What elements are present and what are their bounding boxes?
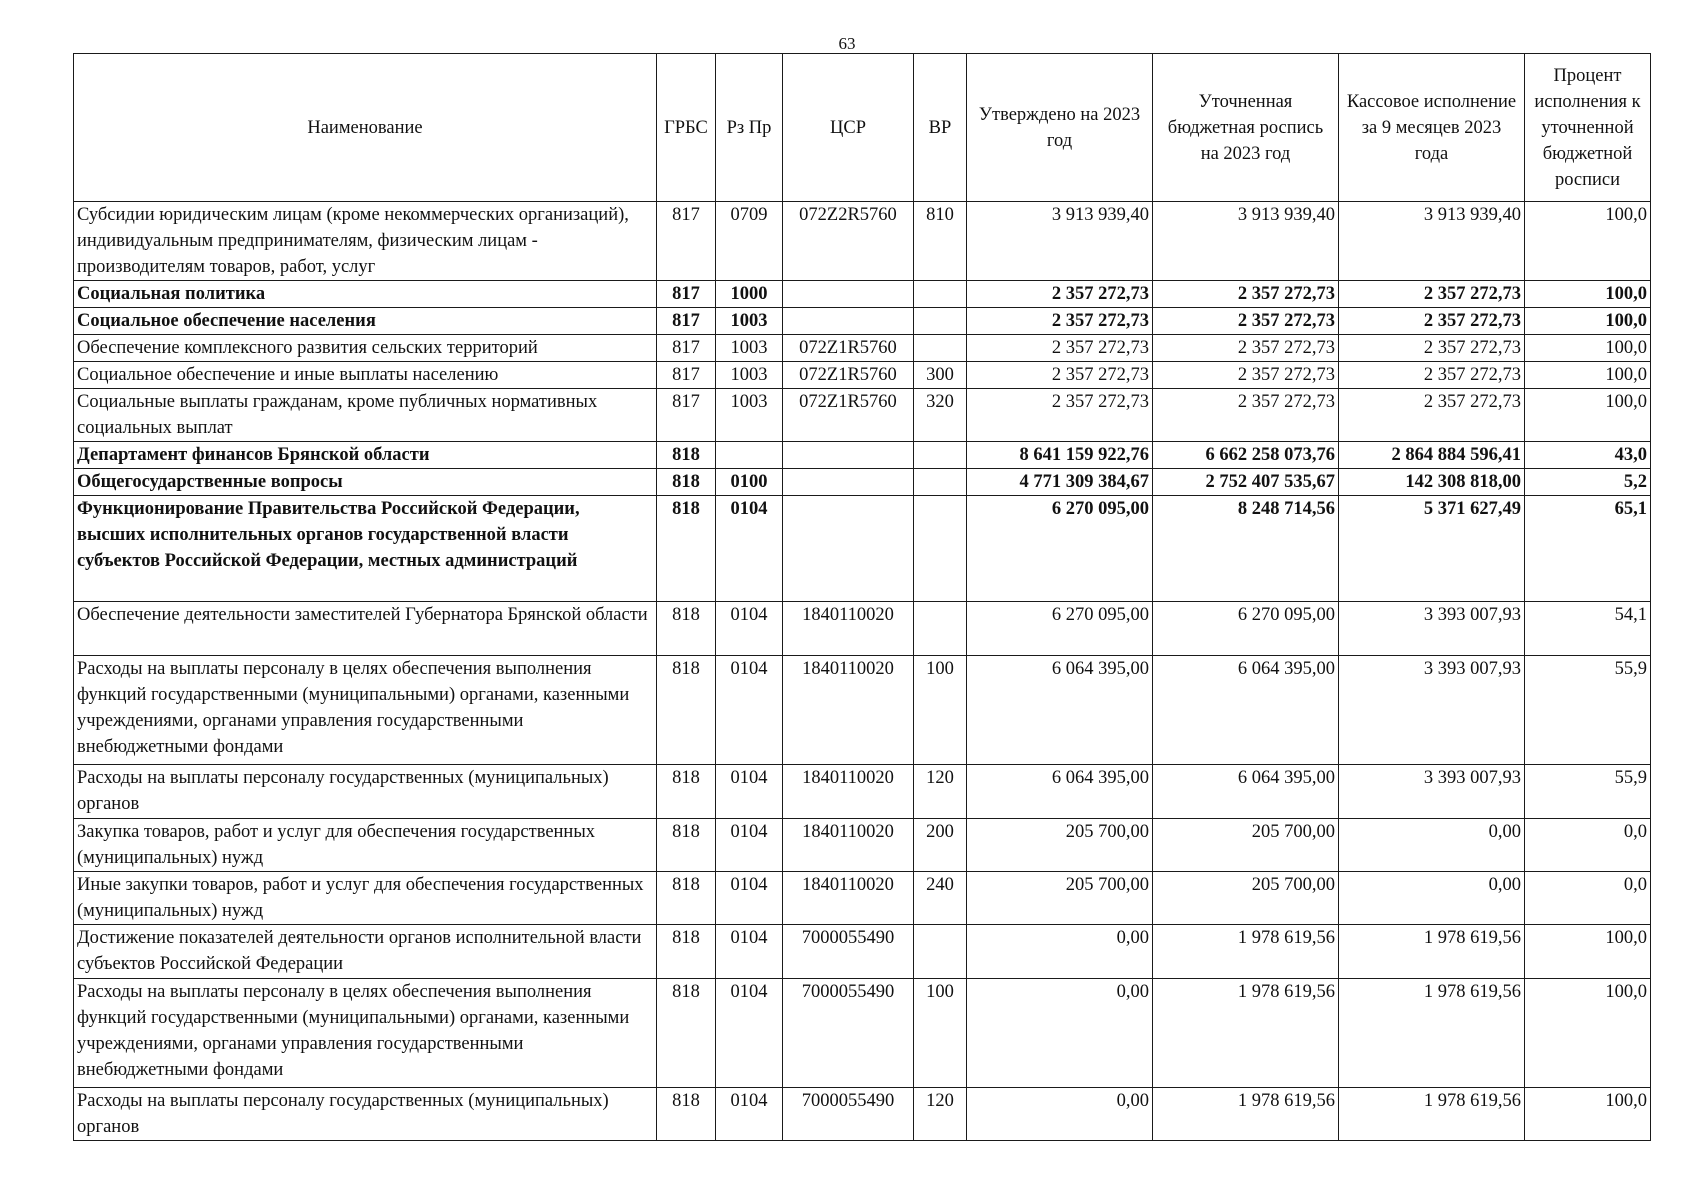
budget-execution-table xyxy=(73,53,1651,1141)
row-rzpr-cell: 0104 xyxy=(716,1088,783,1141)
row-cash-cell: 2 357 272,73 xyxy=(1339,389,1525,442)
row-rzpr-cell: 0104 xyxy=(716,979,783,1088)
row-percent-cell: 100,0 xyxy=(1525,1088,1651,1141)
row-vr-cell: 300 xyxy=(914,362,967,389)
row-approved-cell: 205 700,00 xyxy=(967,819,1153,872)
row-name-cell: Обеспечение комплексного развития сельских территорий xyxy=(74,335,657,362)
row-rzpr-cell: 0104 xyxy=(716,496,783,602)
row-percent-cell: 100,0 xyxy=(1525,308,1651,335)
row-refined-cell: 6 064 395,00 xyxy=(1153,656,1339,765)
header-refined: Уточненная бюджетная роспись на 2023 год xyxy=(1153,54,1339,202)
row-refined-cell: 2 357 272,73 xyxy=(1153,362,1339,389)
header-grbs: ГРБС xyxy=(657,54,716,202)
row-approved-cell: 0,00 xyxy=(967,1088,1153,1141)
row-refined-cell: 2 357 272,73 xyxy=(1153,335,1339,362)
table-row xyxy=(74,202,1651,281)
row-approved-cell: 205 700,00 xyxy=(967,872,1153,925)
row-approved-cell: 2 357 272,73 xyxy=(967,362,1153,389)
row-percent-cell: 100,0 xyxy=(1525,389,1651,442)
table-header-row xyxy=(74,54,1651,202)
row-name-cell: Иные закупки товаров, работ и услуг для обеспечения государственных (муниципальных) нужд xyxy=(74,872,657,925)
row-grbs-cell: 817 xyxy=(657,308,716,335)
row-cash-cell: 1 978 619,56 xyxy=(1339,979,1525,1088)
table-row xyxy=(74,656,1651,765)
row-refined-cell: 1 978 619,56 xyxy=(1153,925,1339,979)
row-grbs-cell: 818 xyxy=(657,979,716,1088)
row-approved-cell: 0,00 xyxy=(967,925,1153,979)
row-percent-cell: 100,0 xyxy=(1525,925,1651,979)
row-rzpr-cell xyxy=(716,442,783,469)
table-row xyxy=(74,602,1651,656)
row-name-cell: Социальное обеспечение и иные выплаты населению xyxy=(74,362,657,389)
table-row xyxy=(74,496,1651,602)
row-cash-cell: 3 393 007,93 xyxy=(1339,656,1525,765)
row-rzpr-cell: 0100 xyxy=(716,469,783,496)
header-csr: ЦСР xyxy=(783,54,914,202)
row-csr-cell xyxy=(783,496,914,602)
row-csr-cell xyxy=(783,442,914,469)
table-row xyxy=(74,819,1651,872)
row-refined-cell: 205 700,00 xyxy=(1153,872,1339,925)
row-vr-cell xyxy=(914,442,967,469)
row-csr-cell: 7000055490 xyxy=(783,979,914,1088)
row-name-cell: Функционирование Правительства Российской Федерации, высших исполнительных органов государственной власти субъектов Российской Федерации, местных администраций xyxy=(74,496,657,602)
row-rzpr-cell: 1003 xyxy=(716,389,783,442)
row-approved-cell: 8 641 159 922,76 xyxy=(967,442,1153,469)
row-vr-cell xyxy=(914,335,967,362)
row-refined-cell: 3 913 939,40 xyxy=(1153,202,1339,281)
row-percent-cell: 43,0 xyxy=(1525,442,1651,469)
row-name-cell: Закупка товаров, работ и услуг для обеспечения государственных (муниципальных) нужд xyxy=(74,819,657,872)
row-rzpr-cell: 1000 xyxy=(716,281,783,308)
row-vr-cell xyxy=(914,308,967,335)
row-percent-cell: 0,0 xyxy=(1525,872,1651,925)
row-approved-cell: 4 771 309 384,67 xyxy=(967,469,1153,496)
row-vr-cell: 100 xyxy=(914,979,967,1088)
row-percent-cell: 55,9 xyxy=(1525,765,1651,819)
row-grbs-cell: 818 xyxy=(657,765,716,819)
table-row xyxy=(74,1088,1651,1141)
row-csr-cell: 7000055490 xyxy=(783,1088,914,1141)
row-refined-cell: 1 978 619,56 xyxy=(1153,1088,1339,1141)
row-approved-cell: 2 357 272,73 xyxy=(967,308,1153,335)
row-refined-cell: 2 752 407 535,67 xyxy=(1153,469,1339,496)
row-approved-cell: 2 357 272,73 xyxy=(967,389,1153,442)
row-cash-cell: 2 357 272,73 xyxy=(1339,362,1525,389)
row-refined-cell: 2 357 272,73 xyxy=(1153,389,1339,442)
table-row xyxy=(74,872,1651,925)
row-percent-cell: 100,0 xyxy=(1525,335,1651,362)
row-name-cell: Расходы на выплаты персоналу государственных (муниципальных) органов xyxy=(74,1088,657,1141)
header-cash: Кассовое исполнение за 9 месяцев 2023 года xyxy=(1339,54,1525,202)
row-approved-cell: 6 270 095,00 xyxy=(967,496,1153,602)
table-body xyxy=(74,202,1651,1141)
row-grbs-cell: 818 xyxy=(657,442,716,469)
row-csr-cell: 1840110020 xyxy=(783,765,914,819)
row-grbs-cell: 818 xyxy=(657,872,716,925)
row-rzpr-cell: 1003 xyxy=(716,335,783,362)
row-vr-cell: 320 xyxy=(914,389,967,442)
row-vr-cell xyxy=(914,496,967,602)
row-percent-cell: 5,2 xyxy=(1525,469,1651,496)
row-vr-cell: 810 xyxy=(914,202,967,281)
row-approved-cell: 6 064 395,00 xyxy=(967,765,1153,819)
row-vr-cell: 120 xyxy=(914,765,967,819)
row-grbs-cell: 818 xyxy=(657,925,716,979)
table-row xyxy=(74,765,1651,819)
row-approved-cell: 2 357 272,73 xyxy=(967,335,1153,362)
row-csr-cell: 072Z1R5760 xyxy=(783,335,914,362)
row-csr-cell: 072Z2R5760 xyxy=(783,202,914,281)
row-grbs-cell: 818 xyxy=(657,469,716,496)
row-name-cell: Обеспечение деятельности заместителей Губернатора Брянской области xyxy=(74,602,657,656)
row-vr-cell xyxy=(914,925,967,979)
row-rzpr-cell: 0104 xyxy=(716,765,783,819)
table-row xyxy=(74,335,1651,362)
row-vr-cell: 200 xyxy=(914,819,967,872)
row-refined-cell: 1 978 619,56 xyxy=(1153,979,1339,1088)
table-row xyxy=(74,925,1651,979)
row-cash-cell: 2 357 272,73 xyxy=(1339,281,1525,308)
table-row xyxy=(74,442,1651,469)
table-row xyxy=(74,979,1651,1088)
row-csr-cell: 1840110020 xyxy=(783,872,914,925)
row-cash-cell: 3 393 007,93 xyxy=(1339,765,1525,819)
row-vr-cell: 240 xyxy=(914,872,967,925)
table-row xyxy=(74,469,1651,496)
row-rzpr-cell: 1003 xyxy=(716,308,783,335)
row-name-cell: Расходы на выплаты персоналу государственных (муниципальных) органов xyxy=(74,765,657,819)
header-vr: ВР xyxy=(914,54,967,202)
row-vr-cell: 100 xyxy=(914,656,967,765)
row-vr-cell: 120 xyxy=(914,1088,967,1141)
row-percent-cell: 55,9 xyxy=(1525,656,1651,765)
row-vr-cell xyxy=(914,469,967,496)
row-rzpr-cell: 0104 xyxy=(716,872,783,925)
row-cash-cell: 2 864 884 596,41 xyxy=(1339,442,1525,469)
row-grbs-cell: 817 xyxy=(657,281,716,308)
row-percent-cell: 100,0 xyxy=(1525,362,1651,389)
row-grbs-cell: 818 xyxy=(657,819,716,872)
row-cash-cell: 2 357 272,73 xyxy=(1339,335,1525,362)
table-row xyxy=(74,308,1651,335)
row-cash-cell: 1 978 619,56 xyxy=(1339,925,1525,979)
row-cash-cell: 1 978 619,56 xyxy=(1339,1088,1525,1141)
row-vr-cell xyxy=(914,602,967,656)
row-csr-cell: 072Z1R5760 xyxy=(783,362,914,389)
row-name-cell: Социальные выплаты гражданам, кроме публичных нормативных социальных выплат xyxy=(74,389,657,442)
header-name: Наименование xyxy=(74,54,657,202)
row-name-cell: Расходы на выплаты персоналу в целях обеспечения выполнения функций государственными (муниципальными) органами, казенными учреждениями, органами управления государственными внебюджетными фондами xyxy=(74,979,657,1088)
row-csr-cell xyxy=(783,281,914,308)
table-row xyxy=(74,281,1651,308)
row-csr-cell: 7000055490 xyxy=(783,925,914,979)
row-refined-cell: 6 064 395,00 xyxy=(1153,765,1339,819)
row-refined-cell: 2 357 272,73 xyxy=(1153,281,1339,308)
row-csr-cell: 1840110020 xyxy=(783,819,914,872)
row-name-cell: Социальная политика xyxy=(74,281,657,308)
row-approved-cell: 0,00 xyxy=(967,979,1153,1088)
row-csr-cell: 1840110020 xyxy=(783,656,914,765)
row-grbs-cell: 817 xyxy=(657,362,716,389)
header-rzpr: Рз Пр xyxy=(716,54,783,202)
row-percent-cell: 65,1 xyxy=(1525,496,1651,602)
row-grbs-cell: 818 xyxy=(657,602,716,656)
row-approved-cell: 6 064 395,00 xyxy=(967,656,1153,765)
row-vr-cell xyxy=(914,281,967,308)
row-grbs-cell: 818 xyxy=(657,496,716,602)
row-rzpr-cell: 1003 xyxy=(716,362,783,389)
row-percent-cell: 0,0 xyxy=(1525,819,1651,872)
row-percent-cell: 100,0 xyxy=(1525,202,1651,281)
row-cash-cell: 3 913 939,40 xyxy=(1339,202,1525,281)
row-approved-cell: 2 357 272,73 xyxy=(967,281,1153,308)
row-rzpr-cell: 0104 xyxy=(716,819,783,872)
header-approved: Утверждено на 2023 год xyxy=(967,54,1153,202)
row-rzpr-cell: 0104 xyxy=(716,656,783,765)
row-cash-cell: 0,00 xyxy=(1339,819,1525,872)
row-refined-cell: 205 700,00 xyxy=(1153,819,1339,872)
row-cash-cell: 5 371 627,49 xyxy=(1339,496,1525,602)
row-cash-cell: 142 308 818,00 xyxy=(1339,469,1525,496)
row-csr-cell: 072Z1R5760 xyxy=(783,389,914,442)
row-rzpr-cell: 0104 xyxy=(716,925,783,979)
row-name-cell: Субсидии юридическим лицам (кроме некоммерческих организаций), индивидуальным предпринимателям, физическим лицам - производителям товаров, работ, услуг xyxy=(74,202,657,281)
row-refined-cell: 6 662 258 073,76 xyxy=(1153,442,1339,469)
row-name-cell: Расходы на выплаты персоналу в целях обеспечения выполнения функций государственными (муниципальными) органами, казенными учреждениями, органами управления государственными внебюджетными фондами xyxy=(74,656,657,765)
row-percent-cell: 100,0 xyxy=(1525,281,1651,308)
row-cash-cell: 2 357 272,73 xyxy=(1339,308,1525,335)
row-refined-cell: 6 270 095,00 xyxy=(1153,602,1339,656)
row-csr-cell xyxy=(783,308,914,335)
row-refined-cell: 2 357 272,73 xyxy=(1153,308,1339,335)
row-name-cell: Департамент финансов Брянской области xyxy=(74,442,657,469)
table-row xyxy=(74,389,1651,442)
row-approved-cell: 6 270 095,00 xyxy=(967,602,1153,656)
page-number: 63 xyxy=(838,34,856,53)
row-percent-cell: 54,1 xyxy=(1525,602,1651,656)
row-rzpr-cell: 0104 xyxy=(716,602,783,656)
row-grbs-cell: 818 xyxy=(657,656,716,765)
row-rzpr-cell: 0709 xyxy=(716,202,783,281)
row-refined-cell: 8 248 714,56 xyxy=(1153,496,1339,602)
row-cash-cell: 0,00 xyxy=(1339,872,1525,925)
row-csr-cell xyxy=(783,469,914,496)
row-grbs-cell: 817 xyxy=(657,335,716,362)
row-grbs-cell: 817 xyxy=(657,202,716,281)
row-csr-cell: 1840110020 xyxy=(783,602,914,656)
row-name-cell: Достижение показателей деятельности органов исполнительной власти субъектов Российской Федерации xyxy=(74,925,657,979)
table-row xyxy=(74,362,1651,389)
header-percent: Процент исполнения к уточненной бюджетной росписи xyxy=(1525,54,1651,202)
row-name-cell: Социальное обеспечение населения xyxy=(74,308,657,335)
row-approved-cell: 3 913 939,40 xyxy=(967,202,1153,281)
row-grbs-cell: 817 xyxy=(657,389,716,442)
row-name-cell: Общегосударственные вопросы xyxy=(74,469,657,496)
row-percent-cell: 100,0 xyxy=(1525,979,1651,1088)
row-grbs-cell: 818 xyxy=(657,1088,716,1141)
row-cash-cell: 3 393 007,93 xyxy=(1339,602,1525,656)
